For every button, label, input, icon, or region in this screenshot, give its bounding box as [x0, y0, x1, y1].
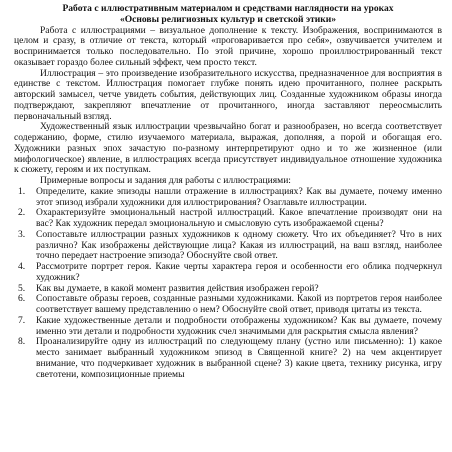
paragraph-illustration-definition: Иллюстрация – это произведение изобразительного искусства, предназначенное для восприятия в единстве с текстом. Иллюстрация помогает глубже понять идею прочитанного, полнее раскрыть авторский замысел, четче увидеть события, действующих лиц. Созданные художником образы иногда подтверждают, закрепляют впечатление от прочитанного, иногда заставляют переосмыслить первоначальный взгляд. [14, 67, 442, 122]
document-title-line-1: Работа с иллюстративным материалом и средствами наглядности на уроках [62, 3, 394, 14]
question-item: Рассмотрите портрет героя. Какие черты характера героя и особенности его облика подчеркнул художник? [36, 261, 442, 283]
question-item: Какие художественные детали и подробности отображены художником? Как вы думаете, почему именно эти детали и подробности художник счел значимыми для раскрытия смысла явления? [36, 314, 442, 337]
questions-list [14, 187, 442, 381]
question-item: Как вы думаете, в какой момент развития действия изображен герой? [36, 282, 319, 294]
question-item: Охарактеризуйте эмоциональный настрой иллюстраций. Какое впечатление производят они на вас? Как художник передал эмоциональную и смысловую суть изображаемой сцены? [36, 207, 442, 229]
paragraph-illustrations-intro: Работа с иллюстрациями – визуальное дополнение к тексту. Изображения, воспринимаются в целом и сразу, в отличие от текста, который «проговаривается про себя», озвучивается учителем и воспринимается только последовательно. По этой причине, хорошо проиллюстрированный текст оказывает гораздо более сильный эффект, чем просто текст. [14, 24, 442, 68]
question-item: Сопоставьте образы героев, созданные разными художниками. Какой из портретов героя наиболее соответствует вашему представлению о нем? Обоснуйте свой ответ, приводя цитаты из текста. [36, 293, 442, 315]
document-title-line-2: «Основы религиозных культур и светской этики» [119, 13, 337, 25]
paragraph-questions-heading: Примерные вопросы и задания для работы с иллюстрациями: [40, 175, 291, 186]
paragraph-artistic-language: Художественный язык иллюстрации чрезвычайно богат и разнообразен, но всегда соответствует содержанию, форме, стилю изучаемого материала, выражая, дополняя, а порой и обогащая его. Художники разных эпох зачастую по-разному интерпретируют одно и то же жизненное (или мифологическое) явление, в иллюстрациях всегда присутствует индивидуальное отношение художника к сюжету, героям и их поступкам. [14, 121, 442, 176]
question-item: Определите, какие эпизоды нашли отражение в иллюстрациях? Как вы думаете, почему именно этот эпизод избрали художники для иллюстрирования? Озаглавьте иллюстрации. [36, 185, 442, 208]
question-item: Сопоставьте иллюстрации разных художников к одному сюжету. Что их объединяет? Что в них различно? Как изображены действующие лица? Какая из иллюстраций, на ваш взгляд, наиболее точно передает настроение эпизода? Обоснуйте свой ответ. [36, 228, 442, 262]
question-item: Проанализируйте одну из иллюстраций по следующему плану (устно или письменно): 1) какое место занимает выбранный художником эпизод в Священной книге? 2) на чем акцентирует внимание, что подчеркивает художник в выбранной сцене? 3) какие цвета, технику рисунка, игру светотени, композиционные приемы [36, 336, 442, 380]
